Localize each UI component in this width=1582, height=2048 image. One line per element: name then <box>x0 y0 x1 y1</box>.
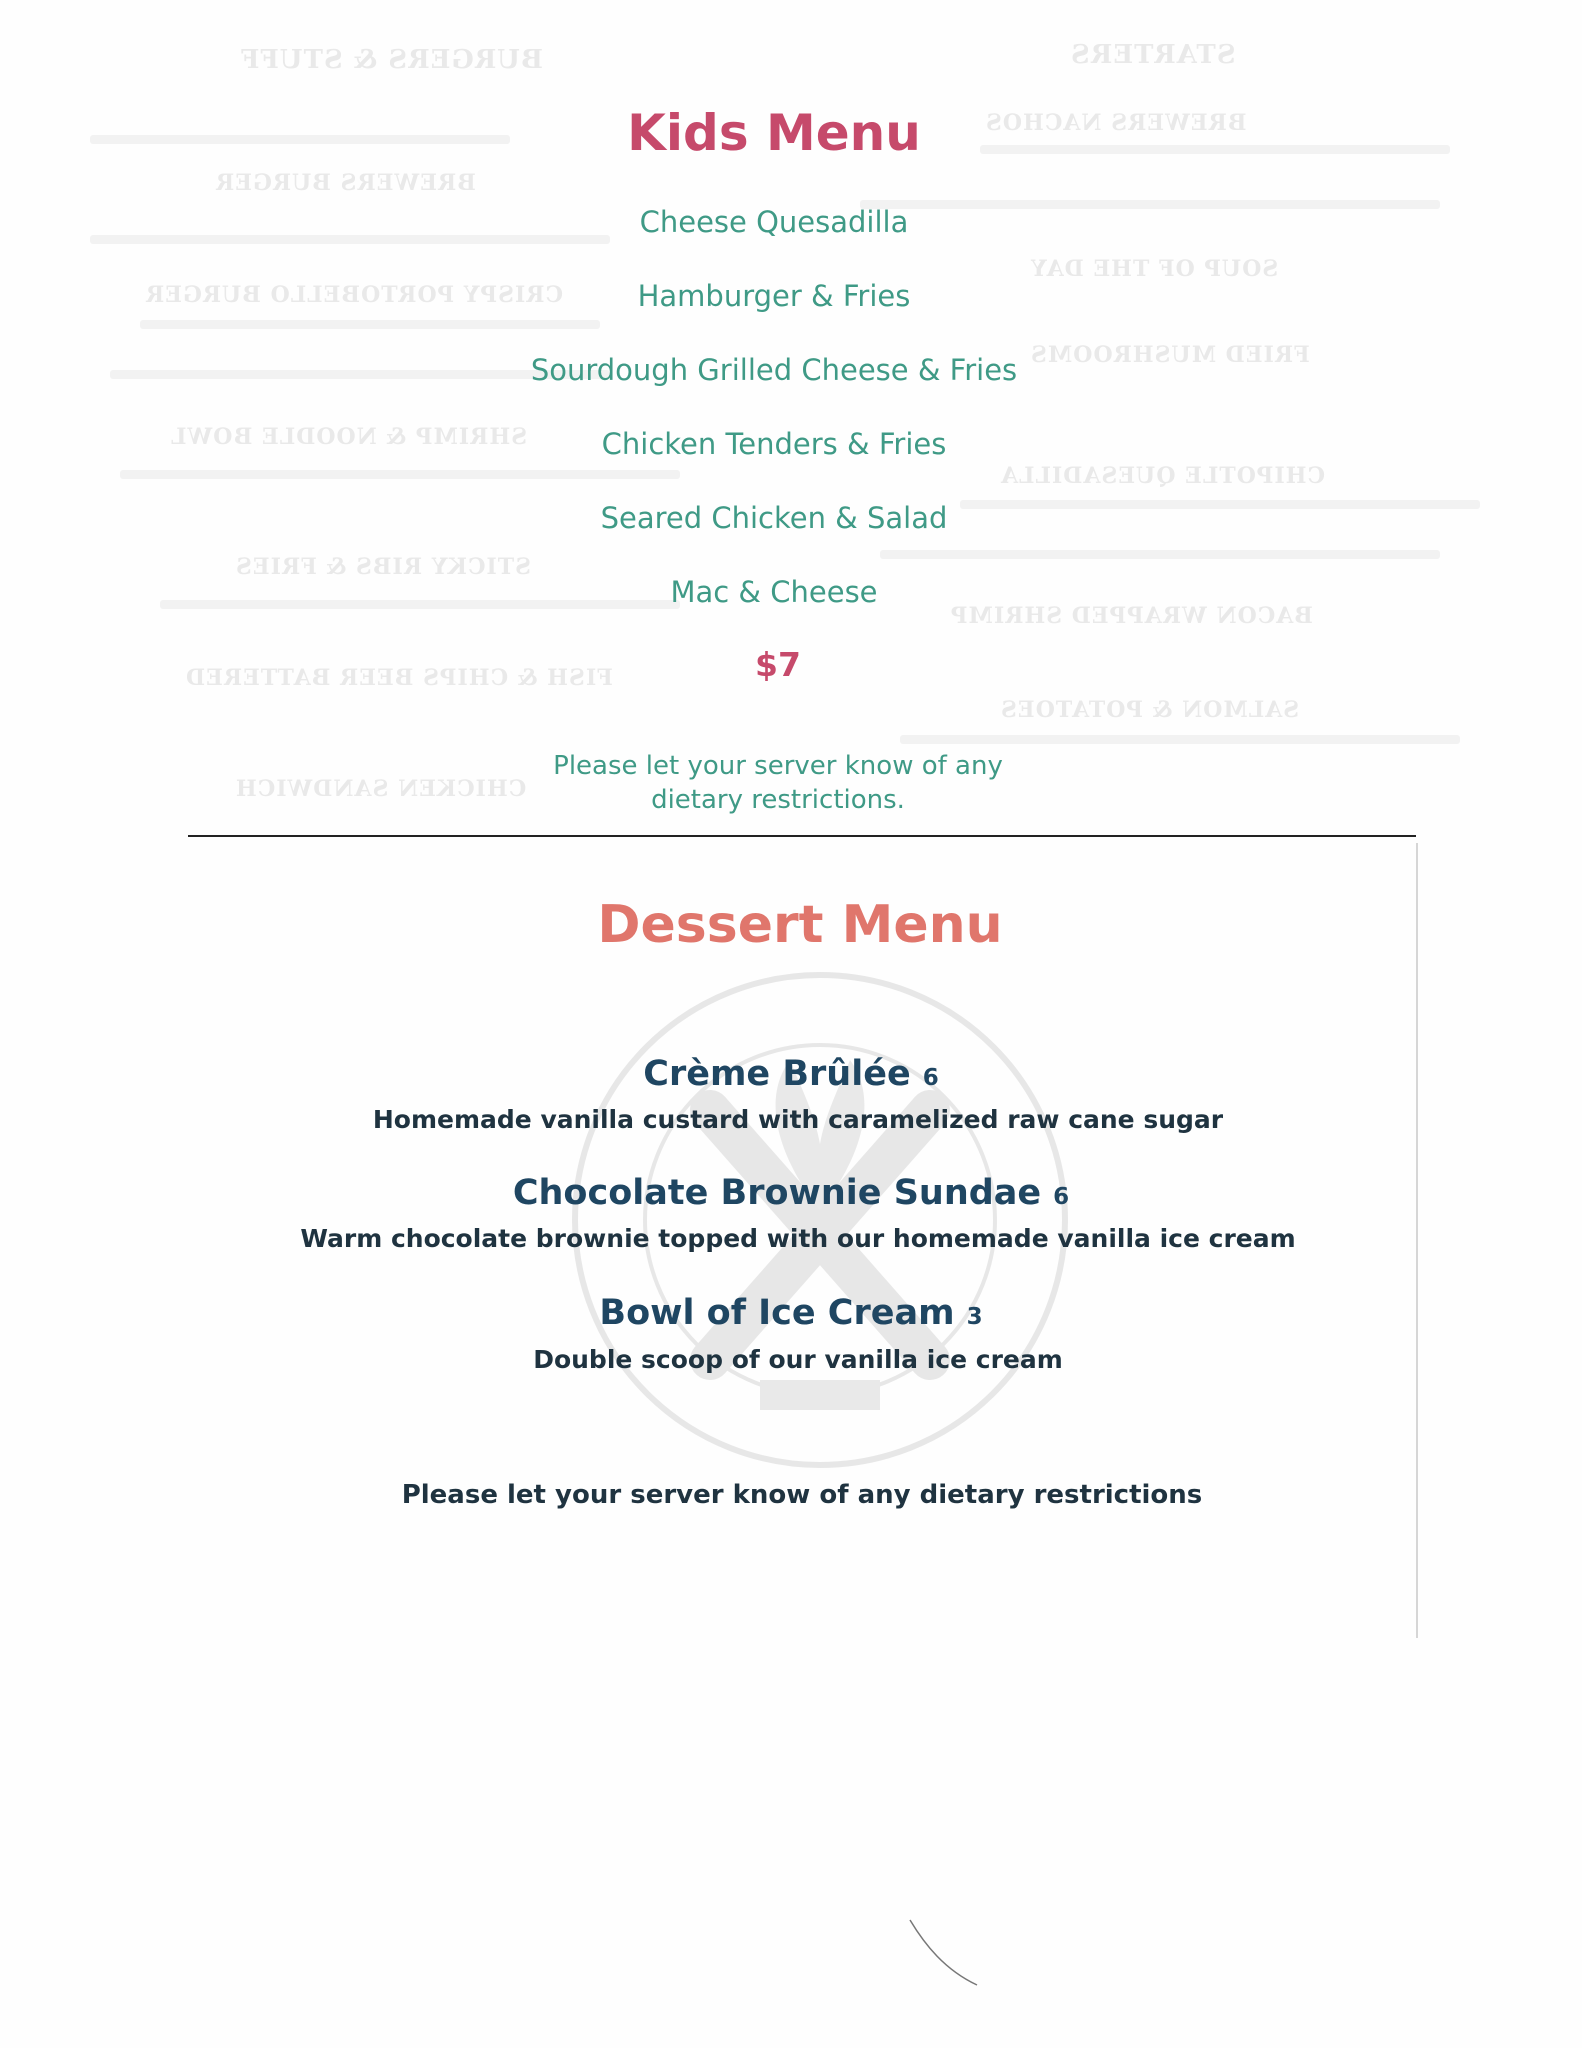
dessert-menu-note: Please let your server know of any dietary restrictions <box>401 1480 1203 1510</box>
dessert-item-name <box>0 1293 1582 1333</box>
kids-menu-item: Sourdough Grilled Cheese & Fries <box>530 353 1018 387</box>
kids-menu-note-line-1: Please let your server know of any <box>553 751 1003 781</box>
pen-mark <box>905 1915 985 1995</box>
dessert-menu-title: Dessert Menu <box>597 895 1003 955</box>
kids-menu-price: $7 <box>755 645 801 684</box>
kids-menu-item: Cheese Quesadilla <box>639 205 909 239</box>
kids-menu-item: Mac & Cheese <box>670 575 878 609</box>
dessert-item-title: Crème Brûlée <box>643 1054 911 1094</box>
section-divider <box>188 835 1416 837</box>
dessert-item-price: 6 <box>1053 1184 1070 1210</box>
dessert-item-title: Chocolate Brownie Sundae <box>512 1173 1042 1213</box>
kids-menu-item: Seared Chicken & Salad <box>600 501 948 535</box>
dessert-item-price: 3 <box>966 1304 983 1330</box>
dessert-item-description: Warm chocolate brownie topped with our homemade vanilla ice cream <box>300 1224 1296 1253</box>
brewery-logo-watermark <box>560 960 1080 1480</box>
kids-menu-item: Chicken Tenders & Fries <box>601 427 947 461</box>
kids-menu-note-line-2: dietary restrictions. <box>651 785 905 815</box>
kids-menu-item: Hamburger & Fries <box>637 279 911 313</box>
dessert-item-price: 6 <box>922 1065 939 1091</box>
menu-page: STARTERS BURGERS & STUFF BREWERS NACHOS BREWERS BURGER CRISPY PORTOBELLO BURGER SOUP OF THE DAY FRIED MUSHROOMS SHRIMP & NOODLE BOWL CHIPOTLE QUESADILLA STICKY RIBS & FRIES BACON WRAPPED SHRIMP FISH & CHIPS BEER BATTERED SALMON & POTATOES CHICKEN SANDWICH Kids Menu Cheese Quesadilla Hamburger & Fries Sourdough Grilled Cheese & Fries Chicken Tenders & Fries Seared Chicken & Salad Mac & Cheese $7 Please let your server know of any dietary restrictions. Dessert Menu Crème Brûlée 6 Homemade vanilla custard with caramelized raw cane sugar Chocolate Brownie Sundae 6 Warm chocolate brownie topped with our homemade vanilla ice cream Bowl of Ice Cream 3 Double scoop of our vanilla ice cream Please let your server know of any dietary restrictions <box>0 0 1582 2048</box>
dessert-item-description: Double scoop of our vanilla ice cream <box>533 1345 1063 1374</box>
dessert-item-title: Bowl of Ice Cream <box>599 1293 955 1333</box>
kids-menu-title: Kids Menu <box>627 104 921 162</box>
dessert-item-name <box>0 1173 1582 1213</box>
dessert-item-description: Homemade vanilla custard with caramelized raw cane sugar <box>372 1105 1224 1134</box>
dessert-item-name <box>0 1054 1582 1094</box>
